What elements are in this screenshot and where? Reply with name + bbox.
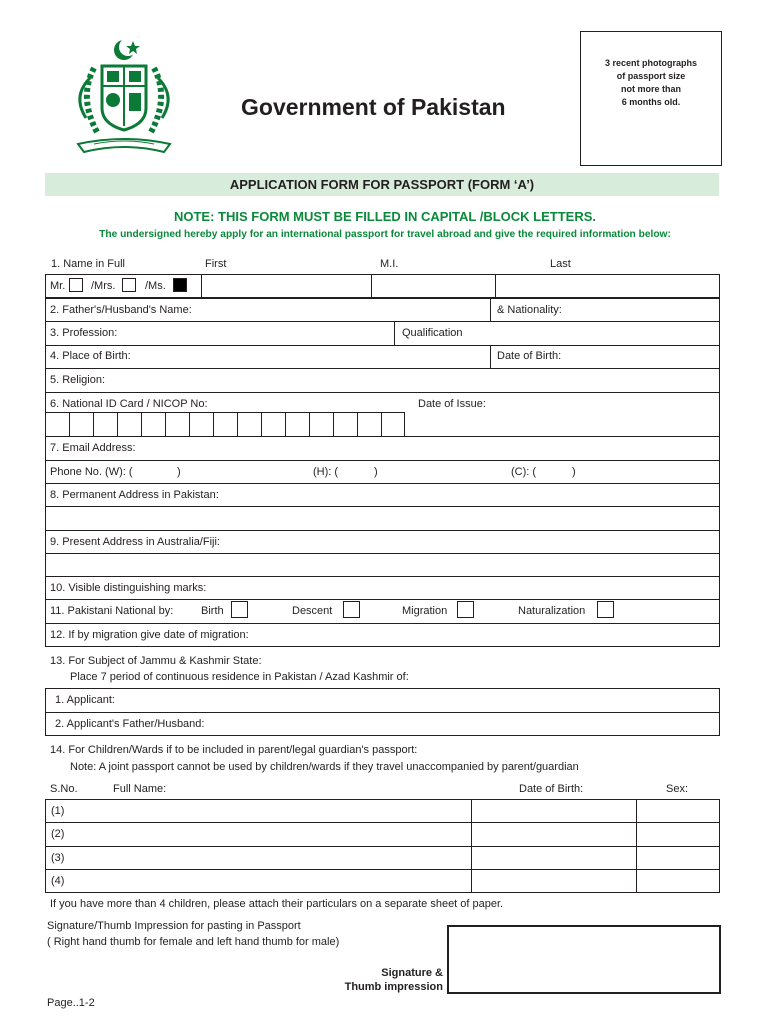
last-label: Last — [550, 258, 571, 270]
state-emblem-icon — [64, 38, 184, 162]
signature-thumb-box[interactable] — [447, 925, 721, 994]
date-of-birth-label: Date of Birth: — [497, 350, 562, 362]
main-form-box — [45, 298, 720, 647]
birth-checkbox[interactable] — [231, 601, 248, 618]
mi-label: M.I. — [380, 258, 399, 270]
form-title: APPLICATION FORM FOR PASSPORT (FORM ‘A’) — [229, 177, 535, 192]
nationality-label: & Nationality: — [497, 304, 562, 316]
table-row: (2) — [51, 828, 65, 840]
date-of-issue-label: Date of Issue: — [418, 398, 486, 410]
religion-label: 5. Religion: — [50, 374, 106, 386]
form-title-band — [45, 173, 719, 196]
place-of-birth-label: 4. Place of Birth: — [50, 350, 131, 362]
kashmir-applicant-label: 1. Applicant: — [55, 694, 115, 706]
page-number: Page..1-2 — [47, 997, 95, 1009]
note: NOTE: THIS FORM MUST BE FILLED IN CAPITAL /BLOCK LETTERS. — [173, 209, 596, 224]
permanent-address-label: 8. Permanent Address in Pakistan: — [50, 489, 219, 501]
page-title: Government of Pakistan — [241, 94, 506, 120]
children-heading: 14. For Children/Wards if to be included in parent/legal guardian's passport: — [50, 744, 418, 756]
photo-note-line: 6 months old. — [621, 97, 681, 107]
nic-label: 6. National ID Card / NICOP No: — [50, 398, 208, 410]
photo-box — [580, 31, 722, 166]
children-dob-header: Date of Birth: — [519, 783, 584, 795]
title-mr-label: Mr. — [50, 280, 66, 292]
title-mrs-checkbox[interactable] — [122, 278, 136, 292]
title-mrs-label: /Mrs. — [91, 280, 116, 292]
phone-c-label: (C): ( — [511, 466, 537, 478]
table-row: (3) — [51, 852, 65, 864]
table-row: (4) — [51, 875, 65, 887]
signature-line2: ( Right hand thumb for female and left hand thumb for male) — [47, 936, 340, 948]
profession-label: 3. Profession: — [50, 327, 118, 339]
children-sex-header: Sex: — [666, 783, 689, 795]
title-ms-checkbox[interactable] — [173, 278, 187, 292]
title-mr-checkbox[interactable] — [69, 278, 83, 292]
first-label: First — [205, 258, 227, 270]
naturalization-checkbox[interactable] — [597, 601, 614, 618]
present-address-label: 9. Present Address in Australia/Fiji: — [50, 536, 220, 548]
children-note: Note: A joint passport cannot be used by children/wards if they travel unaccompanied by parent/guardian — [70, 761, 579, 773]
name-label: 1. Name in Full — [51, 258, 125, 270]
phone-c-close: ) — [572, 466, 576, 478]
children-sno-header: S.No. — [50, 783, 78, 795]
photo-note-line: of passport size — [616, 71, 686, 81]
naturalization-label: Naturalization — [518, 605, 586, 617]
emblem — [64, 38, 184, 162]
national-by-label: 11. Pakistani National by: — [50, 605, 174, 617]
birth-label: Birth — [201, 605, 224, 617]
title-ms-label: /Ms. — [145, 280, 166, 292]
children-name-header: Full Name: — [113, 783, 167, 795]
signature-box-label-line: Signature & — [381, 967, 443, 979]
descent-label: Descent — [292, 605, 333, 617]
phone-w-close: ) — [177, 466, 181, 478]
signature-box-label — [300, 966, 443, 994]
phone-w-label: Phone No. (W): ( — [50, 466, 133, 478]
kashmir-sub: Place 7 period of continuous residence in Pakistan / Azad Kashmir of: — [70, 671, 409, 683]
marks-label: 10. Visible distinguishing marks: — [50, 582, 207, 594]
phone-h-label: (H): ( — [313, 466, 339, 478]
signature-line1: Signature/Thumb Impression for pasting in Passport — [47, 920, 301, 932]
descent-checkbox[interactable] — [343, 601, 360, 618]
father-label: 2. Father's/Husband's Name: — [50, 304, 192, 316]
migration-date-label: 12. If by migration give date of migration: — [50, 629, 249, 641]
subnote: The undersigned hereby apply for an international passport for travel abroad and give the required information below: — [99, 229, 671, 240]
qualification-label: Qualification — [402, 327, 463, 339]
kashmir-heading: 13. For Subject of Jammu & Kashmir State: — [50, 655, 262, 667]
photo-note-line: not more than — [621, 84, 681, 94]
kashmir-father-label: 2. Applicant's Father/Husband: — [55, 718, 205, 730]
children-footer: If you have more than 4 children, please attach their particulars on a separate sheet of paper. — [50, 898, 504, 910]
migration-checkbox[interactable] — [457, 601, 474, 618]
email-label: 7. Email Address: — [50, 442, 136, 454]
signature-box-label-line: Thumb impression — [344, 981, 443, 993]
photo-note-line: 3 recent photographs — [604, 58, 697, 68]
table-row: (1) — [51, 805, 65, 817]
migration-label: Migration — [402, 605, 448, 617]
phone-h-close: ) — [374, 466, 378, 478]
